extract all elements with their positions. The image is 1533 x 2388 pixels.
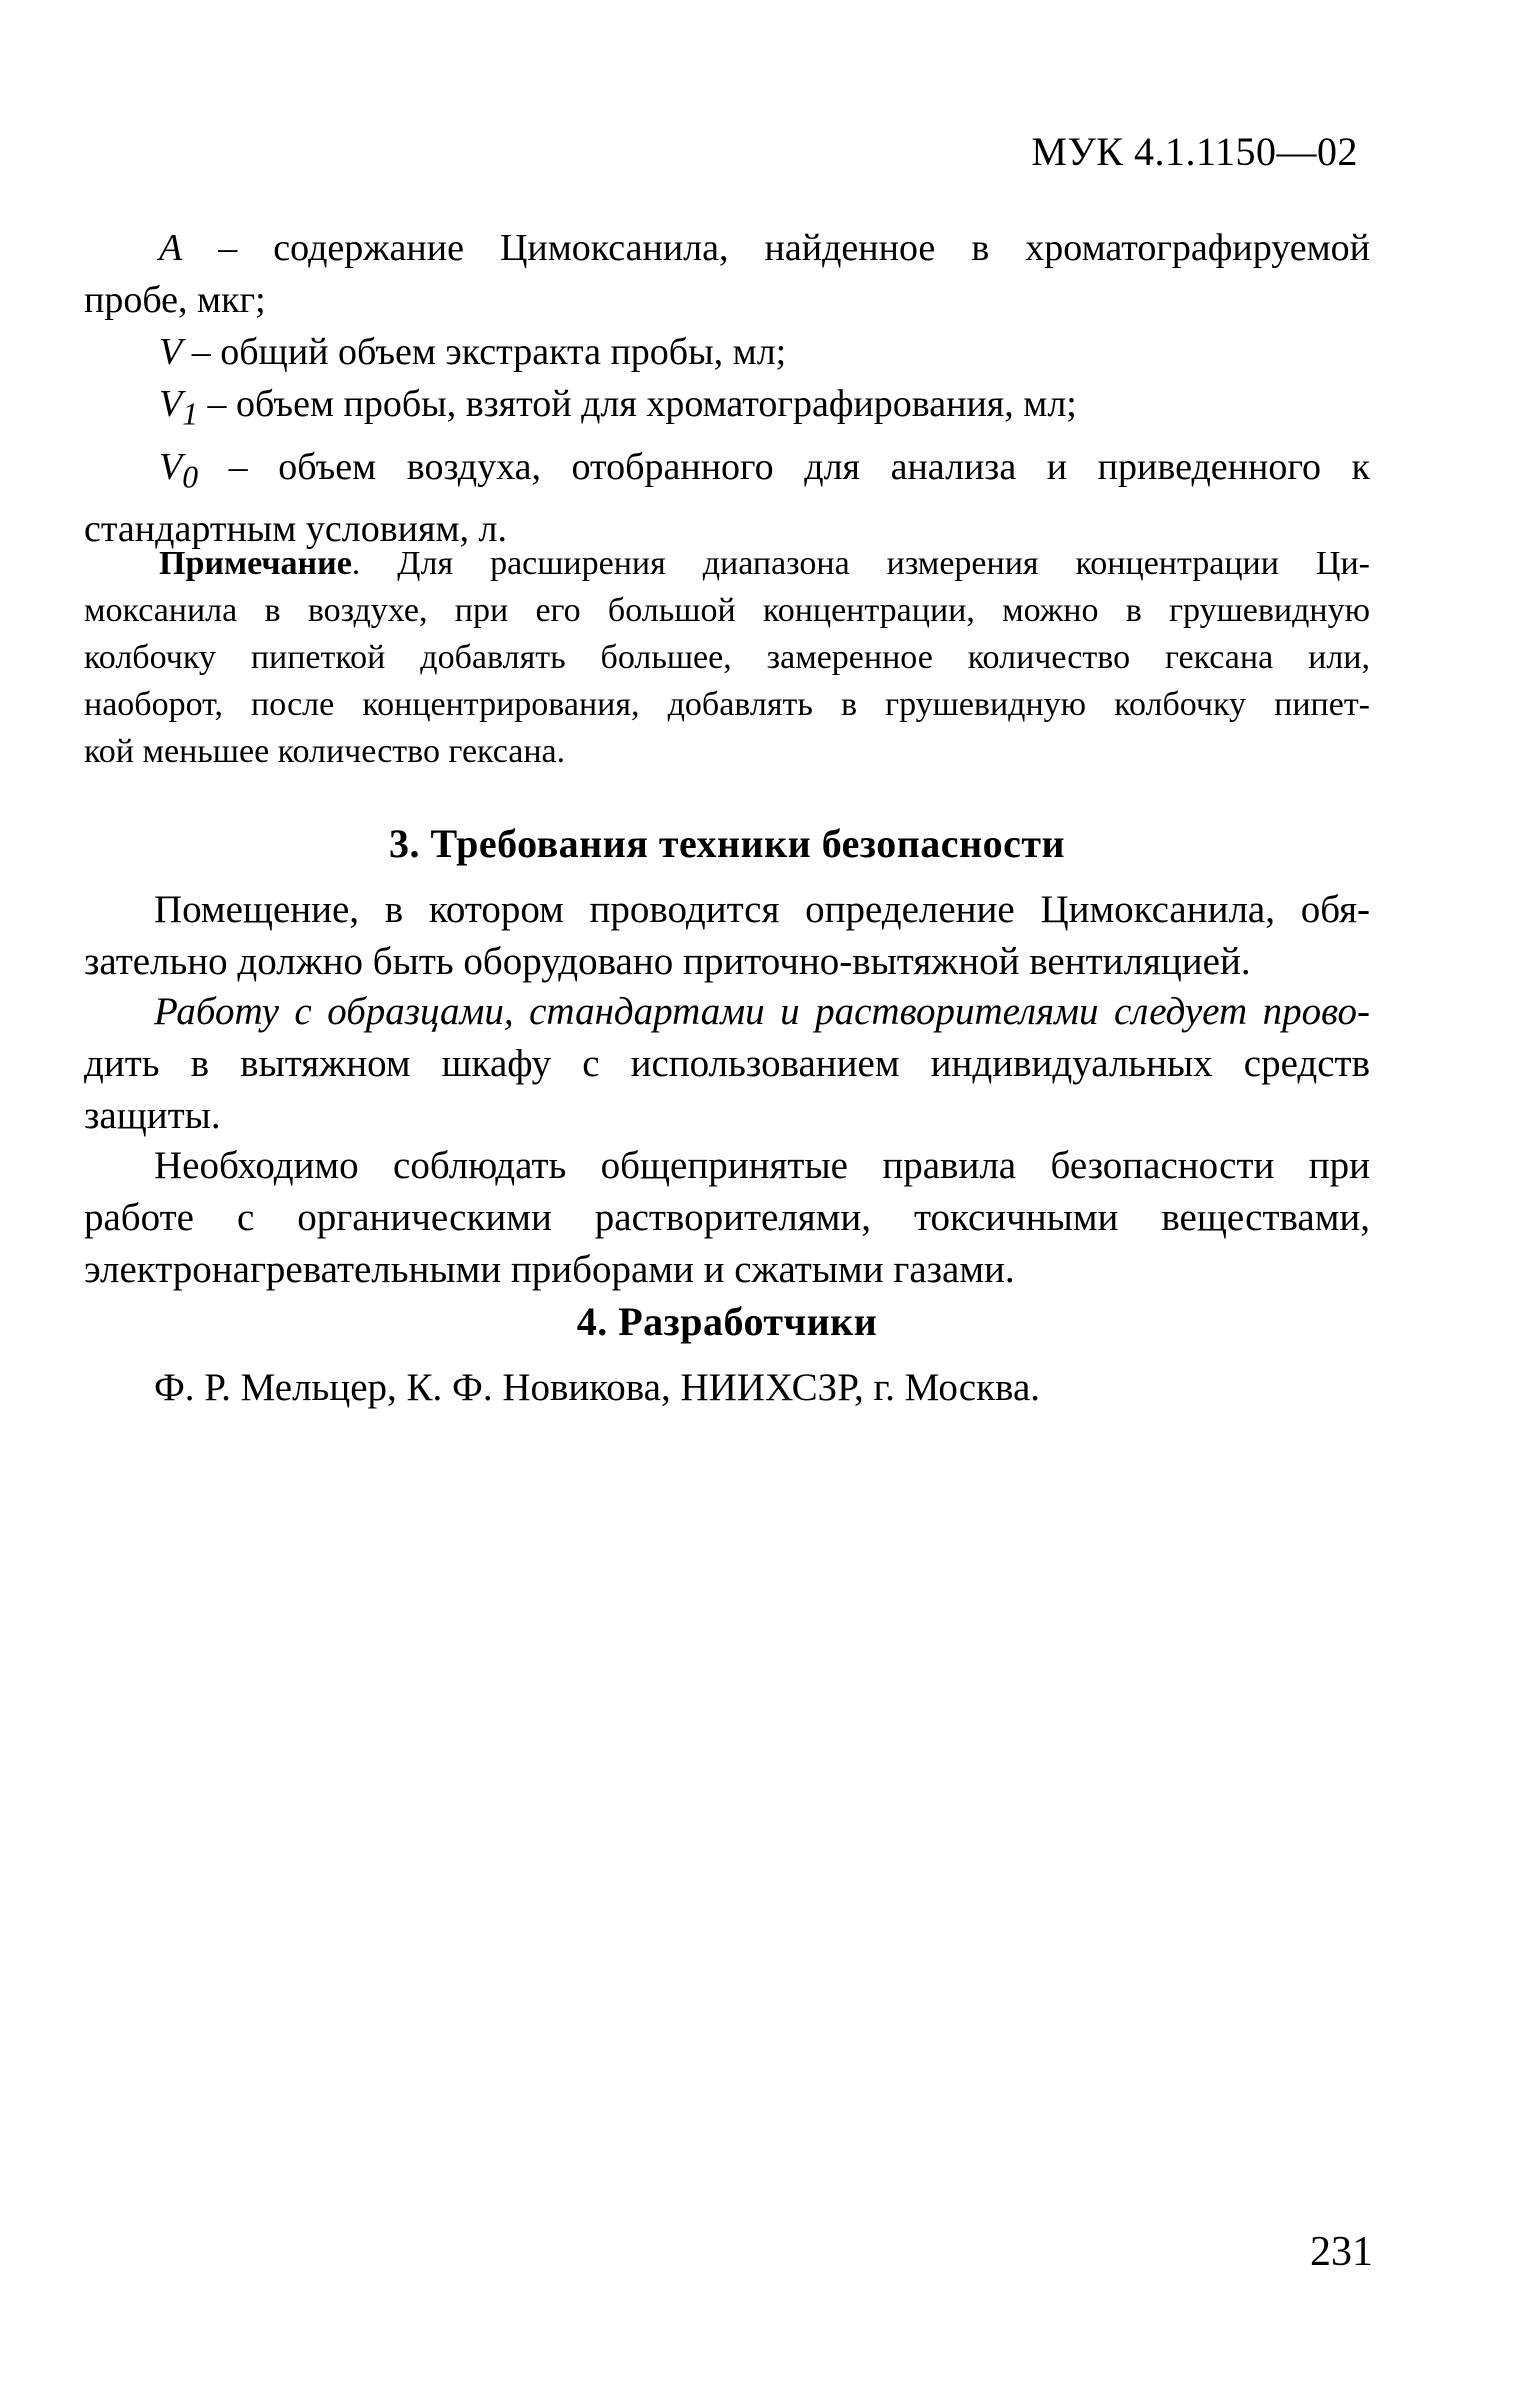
symbol-v0: $V_0$ — [159, 445, 199, 495]
definition-v1: $V_1$ – объем пробы, взятой для хроматографирования, мл; — [159, 383, 1077, 432]
definition-a: A – содержание Цимоксанила, найденное в хроматографируемой — [159, 227, 1371, 269]
section-3-title: 3. Требования техники безопасности — [388, 821, 1066, 866]
note-block — [84, 540, 1370, 775]
section-4-title: 4. Разработчики — [576, 1299, 878, 1344]
definition-v0: $V_0$ – объем воздуха, отобранного для анализа и приведенного к — [159, 445, 1370, 495]
note-line-2: моксанила в воздухе, при его большой концентрации, можно в грушевидную — [84, 592, 1370, 629]
section-4-authors: Ф. Р. Мельцер, К. Ф. Новикова, НИИХСЗР, г. Москва. — [154, 1366, 1041, 1409]
document-code: МУК 4.1.1150—02 — [1031, 129, 1358, 174]
section-3-paragraph-2: Работу с образцами, стандартами и растворителями следует прово- дить в вытяжном шкафу с использованием индивидуальных средств защиты. — [84, 990, 1370, 1137]
note-label: Примечание — [159, 545, 352, 582]
symbol-v1: $V_1$ — [159, 383, 199, 432]
symbol-v: V — [159, 331, 183, 373]
definition-a-continuation: пробе, мкг; — [84, 279, 266, 321]
note-line-3: колбочку пипеткой добавлять большее, замеренное количество гексана или, — [84, 639, 1370, 676]
definitions-list — [84, 222, 1370, 555]
definition-v: V – общий объем экстракта пробы, мл; — [159, 331, 787, 373]
symbol-a: A — [159, 227, 183, 269]
section-3-paragraph-1: Помещение, в котором проводится определение Цимоксанила, обя- зательно должно быть оборудовано приточно-вытяжной вентиляцией. — [84, 888, 1370, 983]
note-line-1: Примечание. Для расширения диапазона измерения концентрации Ци- — [159, 545, 1370, 582]
note-line-5: кой меньшее количество гексана. — [84, 733, 566, 770]
section-3-paragraph-3: Необходимо соблюдать общепринятые правила безопасности при работе с органическими растворителями, токсичными веществами, электронагревательными приборами и сжатыми газами. — [84, 1144, 1370, 1291]
note-line-4: наоборот, после концентрирования, добавлять в грушевидную колбочку пипет- — [84, 686, 1370, 723]
definition-v0-continuation: стандартным условиям, л. — [84, 508, 507, 551]
page-number: 231 — [1310, 2229, 1373, 2275]
